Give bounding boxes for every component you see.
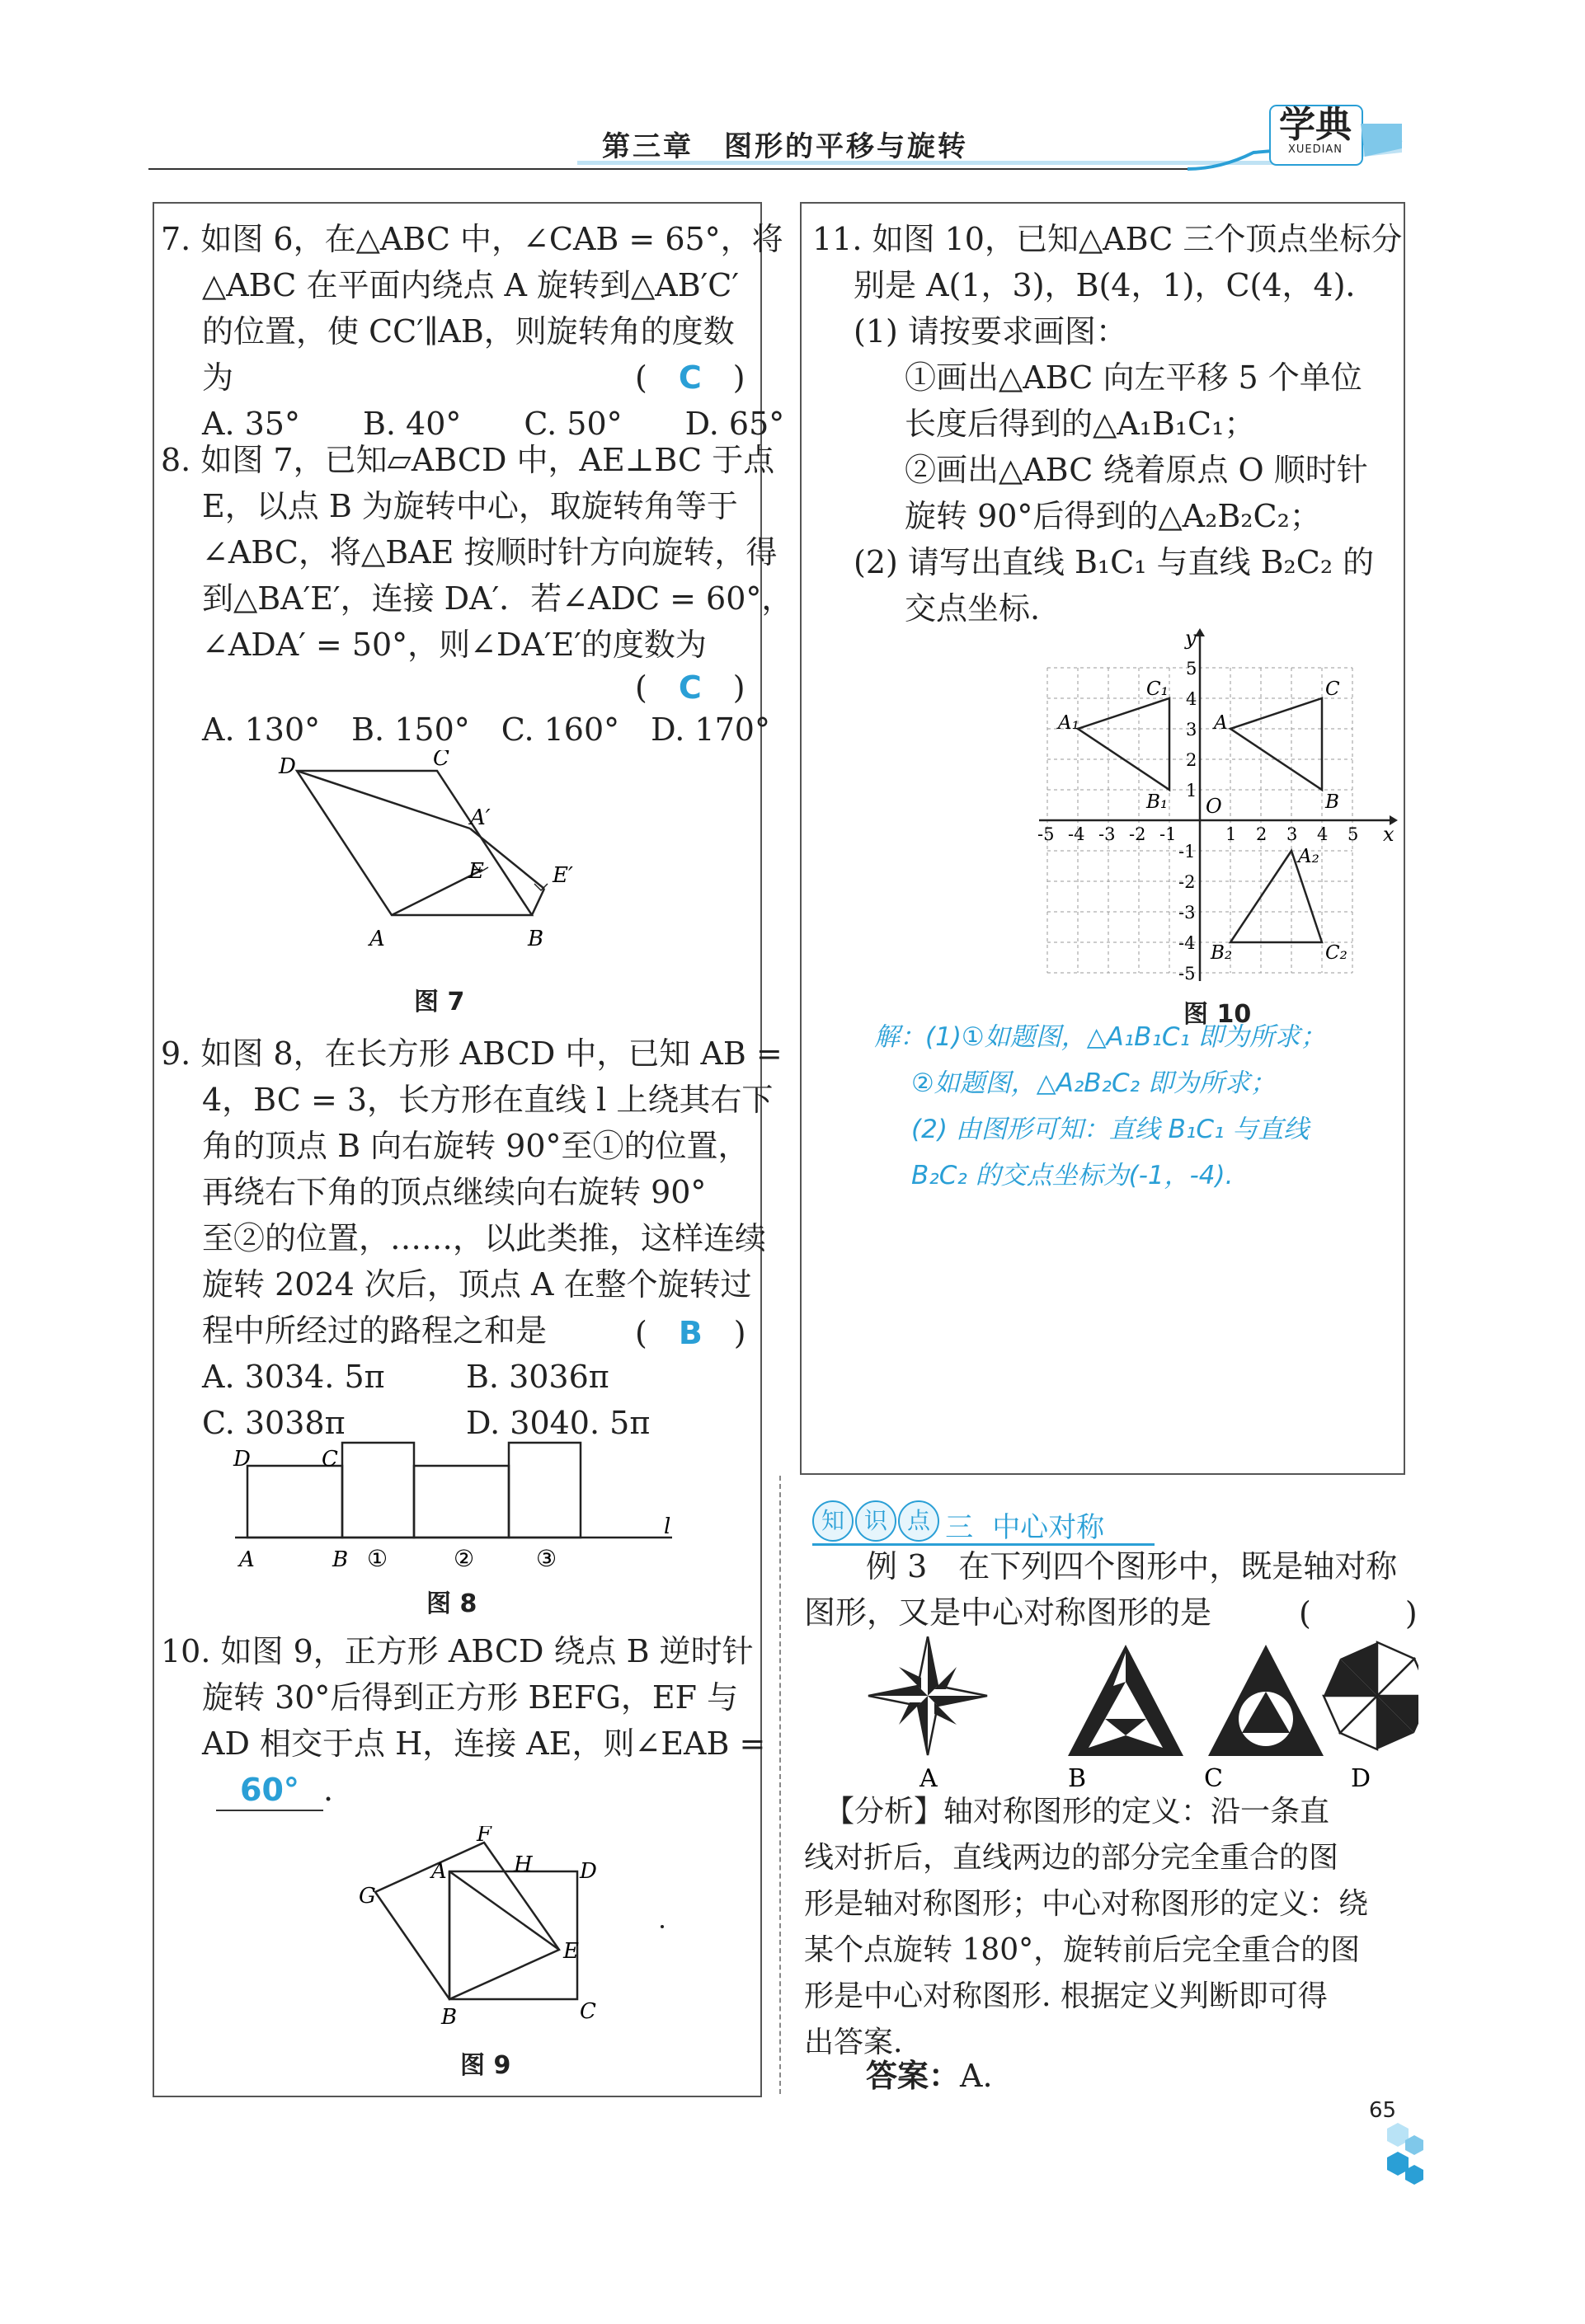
- fig8-label-1: ①: [367, 1545, 388, 1572]
- analysis-line-5: 形是中心对称图形. 根据定义判断即可得: [804, 1979, 1328, 2013]
- triangle-abc: [1230, 698, 1322, 790]
- fig9-label-A: A: [431, 1859, 447, 1884]
- q7-answer: C: [678, 359, 702, 396]
- y-axis-arrow: [1195, 628, 1205, 636]
- solution-line-2: ②如题图，△A₂B₂C₂ 即为所求；: [911, 1068, 1276, 1098]
- knowledge-point-heading: [812, 1500, 1159, 1547]
- kp-circle-1: 知: [812, 1500, 854, 1542]
- solution-line-1: 解：(1)①如题图，△A₁B₁C₁ 即为所求；: [874, 1022, 1326, 1052]
- ex3-fig-label-d: D: [1351, 1764, 1371, 1793]
- x-tick-label: 1: [1225, 824, 1237, 844]
- y-tick-label: -1: [1178, 842, 1196, 862]
- q9-answer: B: [678, 1315, 703, 1351]
- triangle-a1b1c1: [1078, 698, 1169, 790]
- figure-10: [1035, 627, 1398, 989]
- x-tick-label: -1: [1159, 824, 1177, 844]
- question-10: [161, 1628, 765, 1767]
- y-axis-label: y: [1185, 627, 1197, 650]
- q9-option-a: A. 3034. 5π: [202, 1359, 385, 1395]
- q11-line-4: ①画出△ABC 向左平移 5 个单位: [905, 359, 1362, 396]
- fig7-label-A: A: [369, 927, 385, 951]
- kp-circle-2: 识: [855, 1500, 896, 1542]
- q7-answer-paren: ( C ): [635, 359, 745, 396]
- kp-circle-3: 点: [898, 1500, 939, 1542]
- y-tick-label: -3: [1178, 903, 1196, 923]
- q8-answer: C: [678, 669, 702, 706]
- x-tick-label: 3: [1286, 824, 1298, 844]
- q9-line-6: 旋转 2024 次后，顶点 A 在整个旋转过: [202, 1266, 752, 1303]
- q8-line-5: ∠ADA′ = 50°，则∠DA′E′的度数为: [202, 627, 707, 663]
- ex3-fig-label-b: B: [1068, 1764, 1087, 1793]
- fig8-label-l: l: [664, 1514, 671, 1539]
- kp-title: 中心对称: [992, 1511, 1105, 1544]
- fig8-label-A: A: [239, 1547, 255, 1572]
- q7-line-1: 7. 如图 6，在△ABC 中，∠CAB = 65°，将: [161, 221, 783, 257]
- q11-line-7: 旋转 90°后得到的△A₂B₂C₂；: [905, 498, 1321, 534]
- q8-line-4: 到△BA′E′，连接 DA′．若∠ADC = 60°，: [202, 580, 793, 617]
- fig9-label-C: C: [580, 1999, 596, 2024]
- fig9-label-H: H: [514, 1852, 533, 1877]
- figure-7: [264, 750, 610, 973]
- x-tick-label: -4: [1068, 824, 1085, 844]
- q7-line-3: 的位置，使 CC′∥AB，则旋转角的度数: [202, 313, 735, 350]
- fig9-label-D: D: [580, 1859, 597, 1884]
- analysis-line-3: 形是轴对称图形；中心对称图形的定义：绕: [804, 1887, 1369, 1921]
- chapter-title: 第三章 图形的平移与旋转: [602, 130, 968, 163]
- fig10-caption: 图 10: [1183, 1000, 1252, 1029]
- q7-options: A. 35° B. 40° C. 50° D. 65°: [202, 406, 785, 442]
- q10-line-1: 10. 如图 9，正方形 ABCD 绕点 B 逆时针: [161, 1633, 754, 1669]
- page-number: 65: [1369, 2098, 1397, 2123]
- q9-option-d: D. 3040. 5π: [466, 1405, 651, 1441]
- q9-line-5: 至②的位置，……，以此类推，这样连续: [202, 1220, 767, 1256]
- fig7-label-C: C: [433, 750, 449, 771]
- ex3-fig-label-c: C: [1204, 1764, 1223, 1793]
- brand-cn: 学典: [1279, 104, 1352, 146]
- point-label: C₂: [1325, 942, 1347, 964]
- q10-line-3: AD 相交于点 H，连接 AE，则∠EAB =: [202, 1725, 766, 1762]
- q9-line-2: 4，BC = 3，长方形在直线 l 上绕其右下: [202, 1082, 774, 1118]
- y-tick-label: -5: [1178, 964, 1196, 984]
- x-tick-label: -3: [1098, 824, 1116, 844]
- brand-logo: [1270, 104, 1361, 167]
- q8-line-2: E，以点 B 为旋转中心，取旋转角等于: [202, 488, 738, 524]
- figure-8: [227, 1434, 689, 1575]
- analysis-line-1: 【分析】轴对称图形的定义：沿一条直: [825, 1795, 1330, 1829]
- answer-label: 答案：: [866, 2057, 961, 2094]
- q9-line-7: 程中所经过的路程之和是: [202, 1312, 548, 1349]
- fig7-label-D: D: [279, 754, 296, 779]
- point-label: A: [1214, 712, 1228, 734]
- fig8-label-2: ②: [454, 1545, 475, 1572]
- q11-line-2: 别是 A(1，3)，B(4，1)，C(4，4)．: [854, 267, 1377, 303]
- y-tick-label: 1: [1186, 781, 1197, 800]
- example3-figures: [858, 1636, 1418, 1793]
- y-tick-label: -2: [1178, 872, 1196, 892]
- q11-line-6: ②画出△ABC 绕着原点 O 顺时针: [905, 452, 1368, 488]
- q7-line-4: 为: [202, 359, 234, 396]
- column-divider: [779, 1476, 781, 2094]
- q11-line-8: (2) 请写出直线 B₁C₁ 与直线 B₂C₂ 的: [854, 544, 1375, 580]
- q11-line-9: 交点坐标.: [905, 590, 1041, 627]
- solution-line-3: (2) 由图形可知：直线 B₁C₁ 与直线: [911, 1115, 1310, 1144]
- question-9: [161, 1031, 783, 1354]
- ex3-line-2: 图形，又是中心对称图形的是: [804, 1594, 1212, 1631]
- point-label: C₁: [1146, 678, 1169, 700]
- q10-line-2: 旋转 30°后得到正方形 BEFG，EF 与: [202, 1679, 739, 1716]
- x-tick-label: -5: [1037, 824, 1055, 844]
- fig9-label-F: F: [477, 1826, 492, 1847]
- x-axis-label: x: [1383, 823, 1395, 846]
- y-tick-label: 3: [1186, 720, 1197, 739]
- y-tick-label: 2: [1186, 750, 1197, 770]
- figure-d-pinwheel: [1324, 1642, 1418, 1749]
- fig7-label-E: E: [468, 859, 484, 884]
- q9-line-1: 9. 如图 8，在长方形 ABCD 中，已知 AB =: [161, 1035, 783, 1072]
- answer-value: A.: [960, 2058, 993, 2094]
- point-label: B: [1325, 791, 1339, 813]
- kp-number: 三: [945, 1511, 974, 1544]
- fig8-caption: 图 8: [426, 1589, 477, 1618]
- ex3-line-1: [804, 1543, 1397, 1589]
- analysis-line-2: 线对折后，直线两边的部分完全重合的图: [804, 1841, 1339, 1875]
- solution-line-4: B₂C₂ 的交点坐标为(-1，-4).: [911, 1161, 1234, 1190]
- y-tick-label: 5: [1186, 659, 1197, 678]
- x-tick-label: -2: [1129, 824, 1146, 844]
- x-tick-label: 5: [1347, 824, 1359, 844]
- q8-answer-paren: ( C ): [635, 669, 745, 706]
- q10-answer: 60°: [216, 1770, 323, 1811]
- q9-answer-paren: ( B ): [635, 1315, 746, 1351]
- figure-b-triangle-pinwheel: [1068, 1645, 1183, 1756]
- fig9-label-B: B: [441, 2005, 458, 2030]
- fig7-caption: 图 7: [414, 988, 465, 1016]
- q11-line-3: (1) 请按要求画图：: [854, 313, 1127, 350]
- q9-line-3: 角的顶点 B 向右旋转 90°至①的位置，: [202, 1128, 750, 1164]
- x-tick-label: 2: [1256, 824, 1268, 844]
- origin-label: O: [1206, 795, 1222, 818]
- fig8-label-C: C: [322, 1447, 338, 1472]
- analysis-line-6: 出答案.: [804, 2026, 903, 2059]
- question-11: [812, 216, 1402, 631]
- analysis-line-4: 某个点旋转 180°，旋转前后完全重合的图: [804, 1933, 1361, 1967]
- point-label: A₁: [1058, 712, 1079, 734]
- example3-answer: [866, 2053, 993, 2099]
- q10-answer-line: 60° .: [216, 1767, 333, 1813]
- point-label: A₂: [1298, 846, 1319, 867]
- figure-c-triangle-circle: [1208, 1645, 1324, 1756]
- ex3-line-1-text: 例 3 在下列四个图形中，既是轴对称: [866, 1548, 1398, 1585]
- point-label: C: [1325, 678, 1340, 700]
- example3-analysis: [804, 1789, 1368, 2066]
- y-tick-label: -4: [1178, 933, 1196, 953]
- fig9-label-E: E: [563, 1939, 579, 1964]
- q8-line-3: ∠ABC，将△BAE 按顺时针方向旋转，得: [202, 534, 778, 570]
- q11-line-5: 长度后得到的△A₁B₁C₁；: [905, 406, 1256, 442]
- figure-9: [359, 1826, 689, 2049]
- fig8-label-B: B: [332, 1547, 349, 1572]
- q11-solution: [874, 1014, 1326, 1199]
- question-7: [161, 216, 784, 447]
- ex3-answer-paren: ( ): [1299, 1595, 1418, 1631]
- fig8-label-3: ③: [536, 1545, 557, 1572]
- brand-en: XUEDIAN: [1287, 143, 1343, 156]
- point-label: B₂: [1211, 942, 1233, 964]
- fig7-label-B: B: [528, 927, 544, 951]
- point-label: B₁: [1146, 791, 1169, 813]
- q11-line-1: 11. 如图 10，已知△ABC 三个顶点坐标分: [812, 221, 1403, 257]
- q9-line-4: 再绕右下角的顶点继续向右旋转 90°: [202, 1174, 707, 1210]
- question-8: [161, 437, 792, 668]
- fig7-label-A-prime: A′: [470, 805, 491, 830]
- q8-options: A. 130° B. 150° C. 160° D. 170°: [202, 711, 770, 748]
- fig7-label-E-prime: E′: [553, 863, 573, 888]
- q7-line-2: △ABC 在平面内绕点 A 旋转到△AB′C′: [202, 267, 739, 303]
- x-tick-label: 4: [1317, 824, 1329, 844]
- fig9-label-G: G: [359, 1884, 376, 1908]
- y-tick-label: 4: [1186, 689, 1197, 709]
- fig9-caption: 图 9: [460, 2051, 511, 2080]
- q9-option-b: B. 3036π: [466, 1359, 609, 1395]
- ex3-fig-label-a: A: [919, 1764, 938, 1793]
- q9-option-c: C. 3038π: [202, 1405, 346, 1441]
- page-number-decoration: [1369, 2119, 1427, 2185]
- figure-a-compass-star: [868, 1636, 987, 1755]
- fig8-label-D: D: [233, 1447, 251, 1472]
- q8-line-1: 8. 如图 7，已知▱ABCD 中，AE⊥BC 于点: [161, 442, 775, 478]
